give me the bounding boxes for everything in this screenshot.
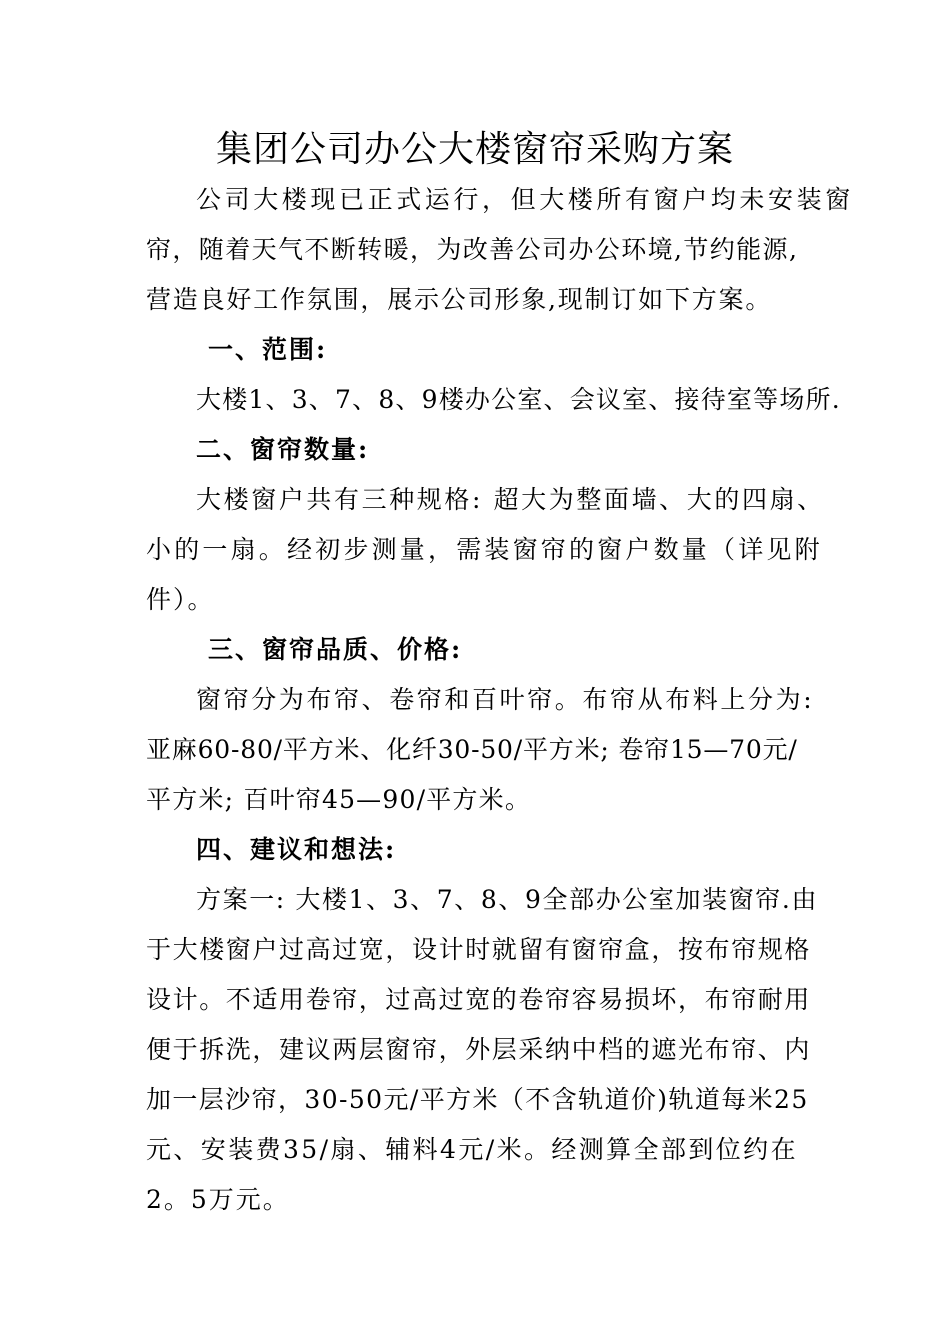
paragraph-line: 加一层沙帘，30-50元/平方米（不含轨道价)轨道每米25 <box>146 1085 809 1114</box>
paragraph-line: 平方米; 百叶帘45—90/平方米。 <box>146 785 532 814</box>
paragraph-line: 于大楼窗户过高过宽，设计时就留有窗帘盒，按布帘规格 <box>146 935 812 964</box>
section-heading-scope: 一、范围: <box>208 335 328 364</box>
paragraph-line: 窗帘分为布帘、卷帘和百叶帘。布帘从布料上分为: <box>196 685 815 714</box>
paragraph-line: 2。5万元。 <box>146 1185 290 1214</box>
section-heading-quantity: 二、窗帘数量: <box>196 435 370 464</box>
paragraph-line: 设计。不适用卷帘，过高过宽的卷帘容易损坏，布帘耐用 <box>146 985 812 1014</box>
paragraph-line: 便于拆洗，建议两层窗帘，外层采纳中档的遮光布帘、内 <box>146 1035 812 1064</box>
section-heading-suggestions: 四、建议和想法: <box>196 835 397 864</box>
paragraph-line: 帘，随着天气不断转暖，为改善公司办公环境,节约能源, <box>146 235 799 264</box>
paragraph-line: 元、安装费35/扇、辅料4元/米。经测算全部到位约在 <box>146 1135 798 1164</box>
paragraph-line: 公司大楼现已正式运行，但大楼所有窗户均未安装窗 <box>196 185 854 214</box>
document-title: 集团公司办公大楼窗帘采购方案 <box>215 129 734 170</box>
paragraph-line: 大楼1、3、7、8、9楼办公室、会议室、接待室等场所. <box>196 385 841 414</box>
section-heading-quality-price: 三、窗帘品质、价格: <box>208 635 463 664</box>
paragraph-line: 营造良好工作氛围，展示公司形象,现制订如下方案。 <box>146 285 773 314</box>
paragraph-line: 方案一: 大楼1、3、7、8、9全部办公室加装窗帘.由 <box>196 885 819 914</box>
paragraph-line: 亚麻60-80/平方米、化纤30-50/平方米; 卷帘15—70元/ <box>146 735 798 764</box>
paragraph-line: 小的一扇。经初步测量，需装窗帘的窗户数量（详见附 <box>146 535 823 564</box>
paragraph-line: 件）。 <box>146 585 215 614</box>
paragraph-line: 大楼窗户共有三种规格: 超大为整面墙、大的四扇、 <box>196 485 825 514</box>
